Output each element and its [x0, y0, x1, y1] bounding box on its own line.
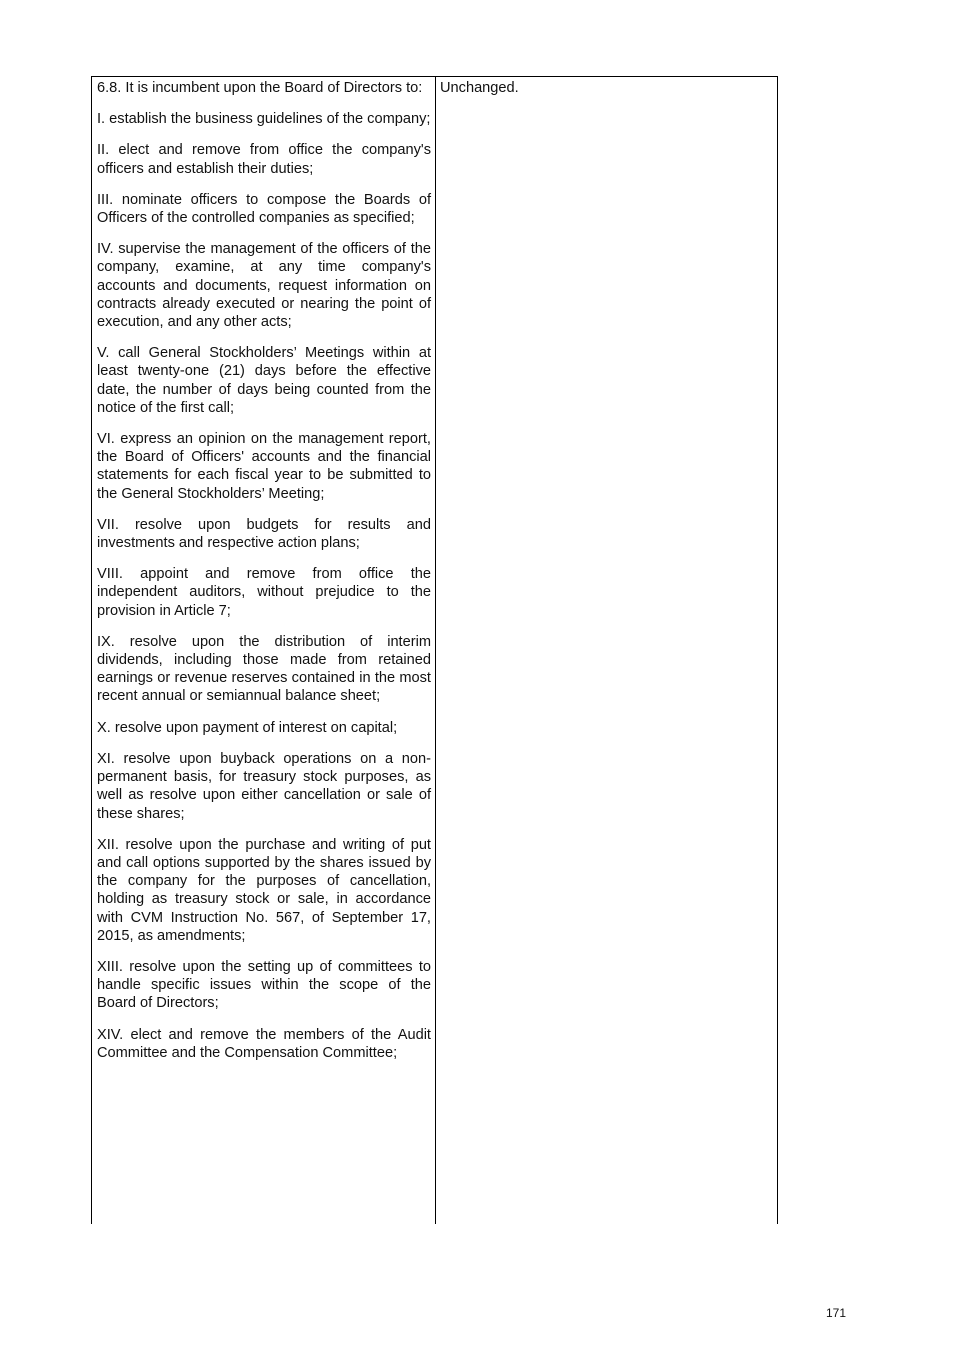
clause-item-xiv: XIV. elect and remove the members of the Audit Committee and the Compensation Committee;: [97, 1026, 431, 1061]
clause-item-ii: II. elect and remove from office the company's officers and establish their duties;: [97, 142, 431, 177]
clause-item-xii: XII. resolve upon the purchase and writing of put and call options supported by the shares issued by the company for the purposes of cancellation, holding as treasury stock or sale, in accordance with CVM Instruction No. 567, of September 17, 2015, as amendments;: [97, 836, 431, 944]
amended-text-column: [436, 77, 777, 1224]
clause-item-viii: VIII. appoint and remove from office the independent auditors, without prejudice to the provision in Article 7;: [97, 566, 431, 619]
comparison-table: [91, 76, 778, 1224]
clause-item-x: X. resolve upon payment of interest on capital;: [97, 719, 398, 736]
clause-item-vi: VI. express an opinion on the management report, the Board of Officers' accounts and the financial statements for each fiscal year to be submitted to the General Stockholders’ Meeting;: [97, 431, 431, 502]
clause-item-iv: IV. supervise the management of the officers of the company, examine, at any time company's accounts and documents, request information on contracts already executed or nearing the point of execution, and any other acts;: [97, 241, 431, 331]
clause-item-xi: XI. resolve upon buyback operations on a non-permanent basis, for treasury stock purposes, as well as resolve upon either cancellation or sale of these shares;: [97, 750, 431, 822]
clause-6-8-intro: 6.8. It is incumbent upon the Board of Directors to:: [97, 80, 423, 96]
clause-item-xiii: XIII. resolve upon the setting up of committees to handle specific issues within the scope of the Board of Directors;: [97, 958, 431, 1012]
unchanged-note: Unchanged.: [440, 80, 519, 96]
original-text-column: [92, 77, 436, 1224]
clause-item-i: I. establish the business guidelines of the company;: [97, 111, 431, 128]
clause-item-ix: IX. resolve upon the distribution of interim dividends, including those made from retained earnings or revenue reserves contained in the most recent annual or semiannual balance sheet;: [97, 633, 431, 705]
page-number: 171: [826, 1306, 847, 1320]
clause-item-v: V. call General Stockholders’ Meetings within at least twenty-one (21) days before the effective date, the number of days being counted from the notice of the first call;: [97, 345, 431, 416]
clause-item-vii: VII. resolve upon budgets for results and investments and respective action plans;: [97, 516, 431, 552]
clause-item-iii: III. nominate officers to compose the Boards of Officers of the controlled companies as specified;: [97, 191, 431, 227]
